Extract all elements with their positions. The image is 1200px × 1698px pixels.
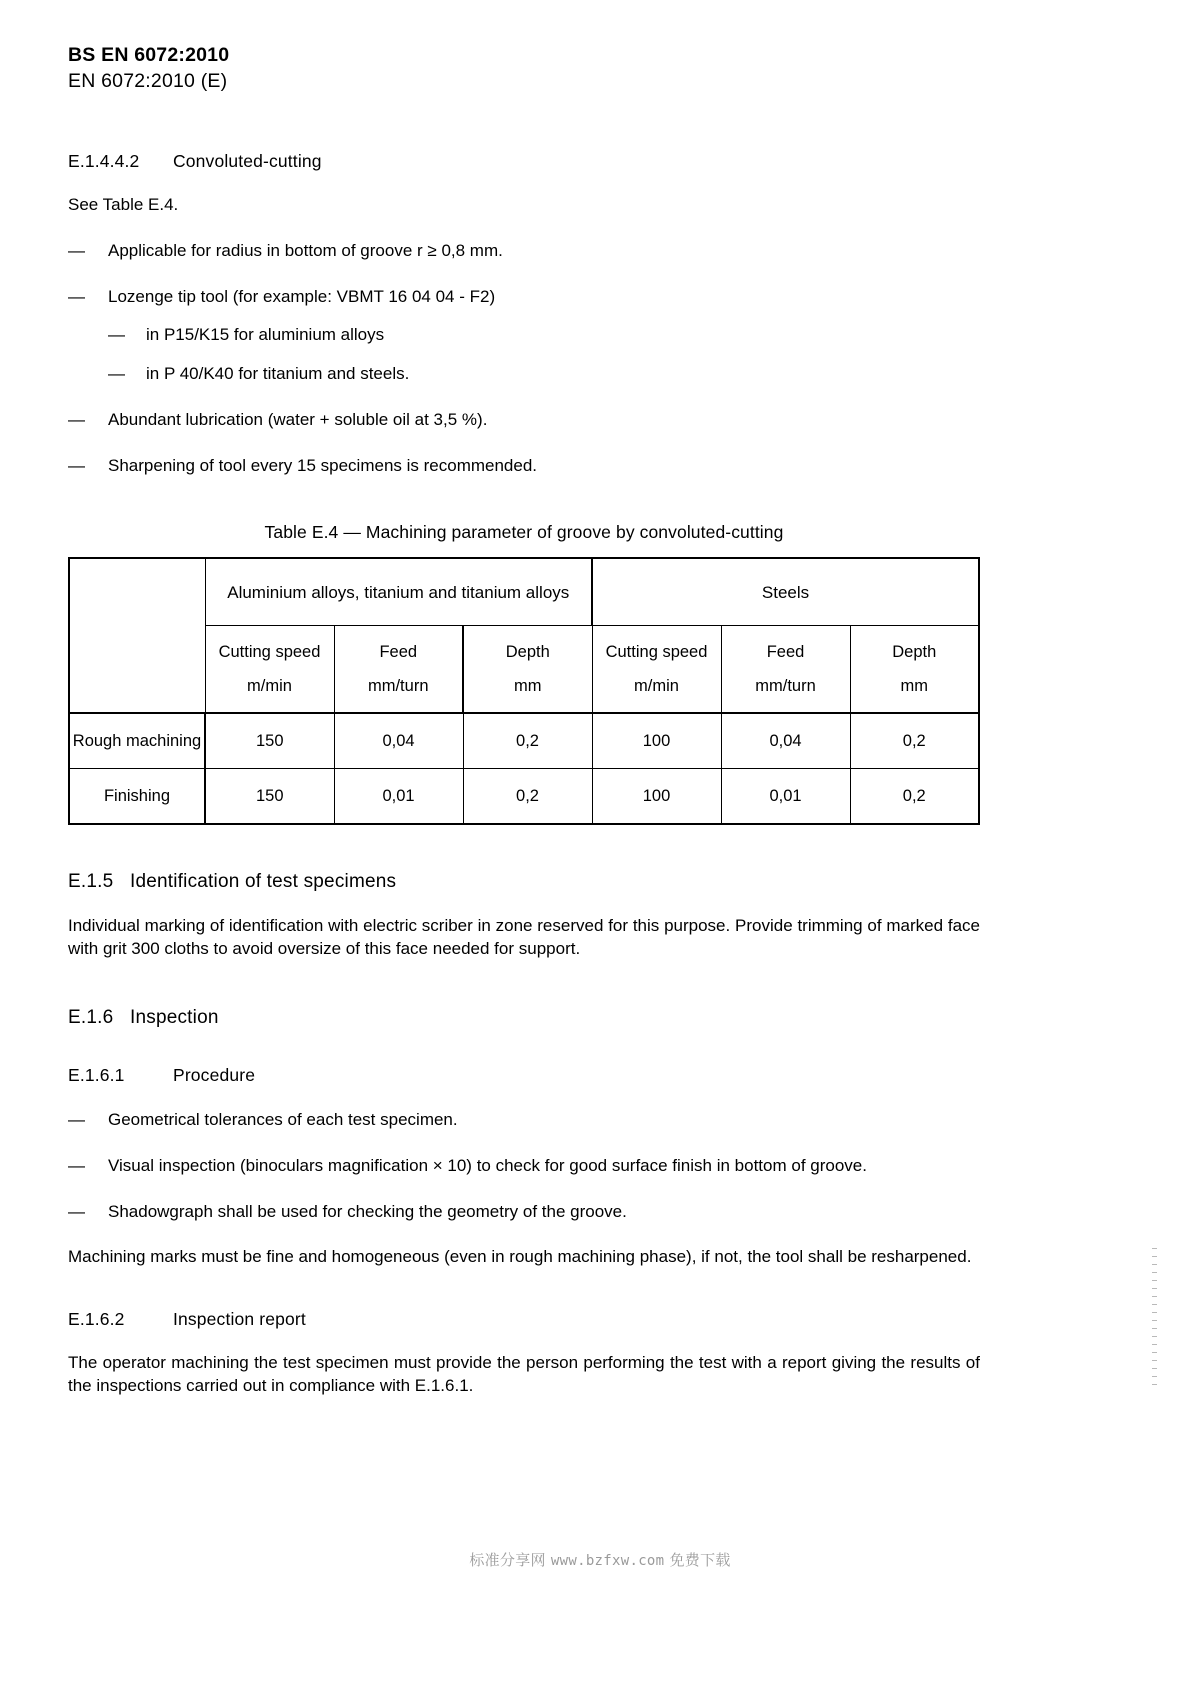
bullet-p15k15 — [108, 324, 980, 347]
heading-e1442 — [68, 151, 980, 172]
standard-number-en: EN 6072:2010 (E) — [68, 70, 228, 93]
watermark-free-download: 免费下载 — [669, 1551, 731, 1569]
tick-mark — [1152, 1360, 1157, 1361]
col-header-unit: m/min — [634, 676, 679, 695]
bullet-p40k40-text: in P 40/K40 for titanium and steels. — [146, 364, 410, 384]
bullet-shadowgraph-text: Shadowgraph shall be used for checking the geometry of the groove. — [108, 1201, 627, 1221]
em-dash-icon: — — [108, 364, 125, 384]
cell-rough-feed-steel: 0,04 — [721, 713, 850, 769]
col-header-label: Cutting speed — [605, 643, 708, 662]
tick-mark — [1152, 1280, 1157, 1281]
em-dash-icon: — — [68, 456, 85, 476]
bullet-visual-inspection-text: Visual inspection (binoculars magnification × 10) to check for good surface finish in bottom of groove. — [108, 1156, 867, 1175]
tick-mark — [1152, 1352, 1157, 1353]
bullet-lubrication-text: Abundant lubrication (water + soluble oil at 3,5 %). — [108, 410, 488, 430]
row-label-finishing: Finishing — [69, 769, 205, 825]
bullet-geometrical-tolerances-text: Geometrical tolerances of each test specimen. — [108, 1110, 458, 1130]
cell-finishing-feed-steel: 0,01 — [721, 769, 850, 825]
col-header-label: Feed — [766, 643, 805, 662]
tick-mark — [1152, 1264, 1157, 1265]
tick-mark — [1152, 1328, 1157, 1329]
table-group-header-row — [69, 558, 979, 626]
bullet-p15k15-text: in P15/K15 for aluminium alloys — [146, 325, 385, 345]
bullet-visual-inspection — [68, 1155, 980, 1178]
bullet-p40k40 — [108, 363, 980, 386]
bullet-radius — [68, 240, 980, 263]
table-wrapper — [68, 557, 980, 825]
col-header-depth-al — [463, 626, 592, 714]
cell-finishing-depth-steel: 0,2 — [850, 769, 979, 825]
bullet-sharpening-text: Sharpening of tool every 15 specimens is recommended. — [108, 456, 538, 476]
paragraph-e161: Machining marks must be fine and homogeneous (even in rough machining phase), if not, the tool shall be resharpened. — [68, 1246, 972, 1266]
col-header-unit: mm/turn — [755, 676, 816, 695]
col-header-label: Cutting speed — [218, 643, 321, 662]
heading-e15-number: E.1.5 — [68, 871, 114, 893]
bullet-lozenge-tool-text: Lozenge tip tool (for example: VBMT 16 04 04 - F2) — [108, 286, 496, 306]
row-label-rough-machining: Rough machining — [69, 713, 205, 769]
col-header-label: Depth — [892, 643, 937, 662]
group-header-steels: Steels — [592, 558, 979, 626]
tick-mark — [1152, 1312, 1157, 1313]
cell-rough-depth-steel: 0,2 — [850, 713, 979, 769]
table-corner-cell-2 — [69, 626, 205, 714]
tick-mark — [1152, 1344, 1157, 1345]
heading-e161-title: Procedure — [173, 1065, 256, 1086]
em-dash-icon: — — [68, 240, 85, 260]
heading-e161 — [68, 1065, 980, 1086]
table-row — [69, 769, 979, 825]
tick-mark — [1152, 1368, 1157, 1369]
see-table-text: See Table E.4. — [68, 194, 179, 214]
em-dash-icon: — — [68, 1156, 85, 1175]
heading-e15-title: Identification of test specimens — [130, 871, 397, 893]
em-dash-icon: — — [68, 286, 85, 306]
table-column-header-row — [69, 626, 979, 714]
footer-watermark — [0, 1549, 1200, 1570]
em-dash-icon: — — [68, 1110, 85, 1130]
col-header-unit: mm — [514, 676, 542, 695]
heading-e15 — [68, 871, 980, 893]
bullet-lubrication — [68, 409, 980, 432]
heading-e1442-title: Convoluted-cutting — [173, 150, 322, 171]
cell-rough-cutting-speed-steel: 100 — [592, 713, 721, 769]
heading-e161-number: E.1.6.1 — [68, 1065, 125, 1086]
bullet-lozenge-tool — [68, 286, 980, 309]
paragraph-e15: Individual marking of identification with electric scriber in zone reserved for this purpose. Provide trimming of marked face with grit 300 cloths to avoid oversize of this face needed for support. — [68, 916, 980, 959]
table-caption: Table E.4 — Machining parameter of groove by convoluted-cutting — [264, 522, 784, 543]
col-header-unit: m/min — [247, 676, 292, 695]
col-header-label: Feed — [379, 643, 418, 662]
tick-mark — [1152, 1384, 1157, 1385]
heading-e16 — [68, 1007, 980, 1029]
heading-e162-number: E.1.6.2 — [68, 1308, 125, 1329]
tick-mark — [1152, 1320, 1157, 1321]
col-header-cutting-speed-steel — [592, 626, 721, 714]
machining-parameter-table — [68, 557, 980, 825]
bullet-geometrical-tolerances — [68, 1109, 980, 1132]
tick-mark — [1152, 1288, 1157, 1289]
heading-e162-title: Inspection report — [173, 1308, 306, 1329]
table-row — [69, 713, 979, 769]
page-content — [68, 0, 980, 1398]
tick-mark — [1152, 1296, 1157, 1297]
watermark-url: www.bzfxw.com — [550, 1553, 665, 1569]
table-corner-cell — [69, 558, 205, 626]
col-header-unit: mm — [900, 676, 929, 695]
tick-mark — [1152, 1248, 1157, 1249]
col-header-label: Depth — [505, 643, 550, 662]
col-header-feed-steel — [721, 626, 850, 714]
cell-rough-cutting-speed-al: 150 — [205, 713, 334, 769]
col-header-cutting-speed-al — [205, 626, 334, 714]
em-dash-icon: — — [68, 1201, 85, 1221]
group-header-aluminium: Aluminium alloys, titanium and titanium alloys — [205, 558, 592, 626]
em-dash-icon: — — [108, 325, 125, 345]
bullet-radius-text: Applicable for radius in bottom of groove r ≥ 0,8 mm. — [108, 240, 503, 260]
watermark-site-name: 标准分享网 — [469, 1551, 546, 1569]
standard-number-bs: BS EN 6072:2010 — [68, 44, 230, 66]
col-header-depth-steel — [850, 626, 979, 714]
cell-finishing-cutting-speed-al: 150 — [205, 769, 334, 825]
tick-mark — [1152, 1256, 1157, 1257]
cell-finishing-feed-al: 0,01 — [334, 769, 463, 825]
tick-mark — [1152, 1376, 1157, 1377]
bullet-sharpening — [68, 455, 980, 478]
bullet-shadowgraph — [68, 1201, 980, 1224]
cell-rough-feed-al: 0,04 — [334, 713, 463, 769]
heading-e16-number: E.1.6 — [68, 1007, 114, 1029]
em-dash-icon: — — [68, 410, 85, 430]
heading-e1442-number: E.1.4.4.2 — [68, 150, 140, 171]
tick-mark — [1152, 1336, 1157, 1337]
col-header-feed-al — [334, 626, 463, 714]
tick-mark — [1152, 1304, 1157, 1305]
col-header-unit: mm/turn — [367, 676, 429, 695]
cell-rough-depth-al: 0,2 — [463, 713, 592, 769]
heading-e162 — [68, 1309, 980, 1330]
document-header — [68, 42, 980, 95]
paragraph-e162: The operator machining the test specimen must provide the person performing the test with a report giving the results of the inspections carried out in compliance with E.1.6.1. — [68, 1352, 980, 1395]
tick-mark — [1152, 1272, 1157, 1273]
cell-finishing-cutting-speed-steel: 100 — [592, 769, 721, 825]
heading-e16-title: Inspection — [130, 1007, 219, 1029]
cell-finishing-depth-al: 0,2 — [463, 769, 592, 825]
margin-change-bar — [1152, 1248, 1158, 1408]
